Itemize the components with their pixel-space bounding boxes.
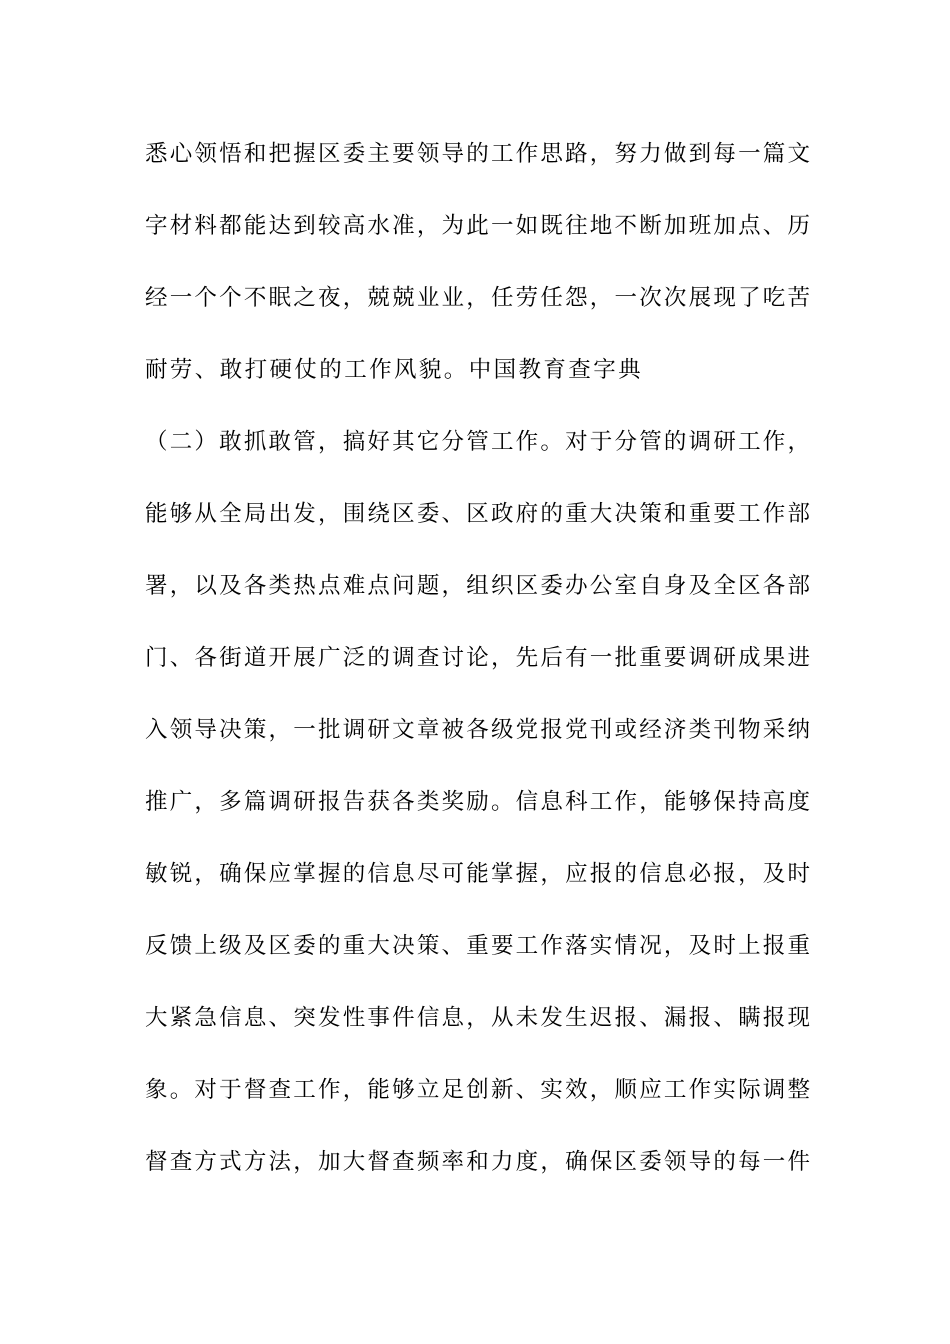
text-line: 大紧急信息、突发性事件信息，从未发生迟报、漏报、瞒报现	[145, 1005, 810, 1031]
text-line: 字材料都能达到较高水准，为此一如既往地不断加班加点、历	[145, 213, 810, 239]
text-line: （二）敢抓敢管，搞好其它分管工作。对于分管的调研工作，	[145, 429, 810, 455]
text-line: 督查方式方法，加大督查频率和力度，确保区委领导的每一件	[145, 1149, 810, 1175]
text-line: 悉心领悟和把握区委主要领导的工作思路，努力做到每一篇文	[145, 141, 810, 167]
text-line: 入领导决策，一批调研文章被各级党报党刊或经济类刊物采纳	[145, 717, 810, 743]
text-line: 门、各街道开展广泛的调查讨论，先后有一批重要调研成果进	[145, 645, 810, 671]
body-text	[145, 128, 810, 1208]
text-line: 象。对于督查工作，能够立足创新、实效，顺应工作实际调整	[145, 1077, 810, 1103]
text-line: 敏锐，确保应掌握的信息尽可能掌握，应报的信息必报，及时	[145, 861, 810, 887]
text-line: 推广，多篇调研报告获各类奖励。信息科工作，能够保持高度	[145, 789, 810, 815]
text-line: 能够从全局出发，围绕区委、区政府的重大决策和重要工作部	[145, 501, 810, 527]
text-line: 反馈上级及区委的重大决策、重要工作落实情况，及时上报重	[145, 933, 810, 959]
text-line: 经一个个不眠之夜，兢兢业业，任劳任怨，一次次展现了吃苦	[145, 285, 810, 311]
text-line: 署，以及各类热点难点问题，组织区委办公室自身及全区各部	[145, 573, 810, 599]
text-line: 耐劳、敢打硬仗的工作风貌。中国教育查字典	[145, 357, 644, 383]
